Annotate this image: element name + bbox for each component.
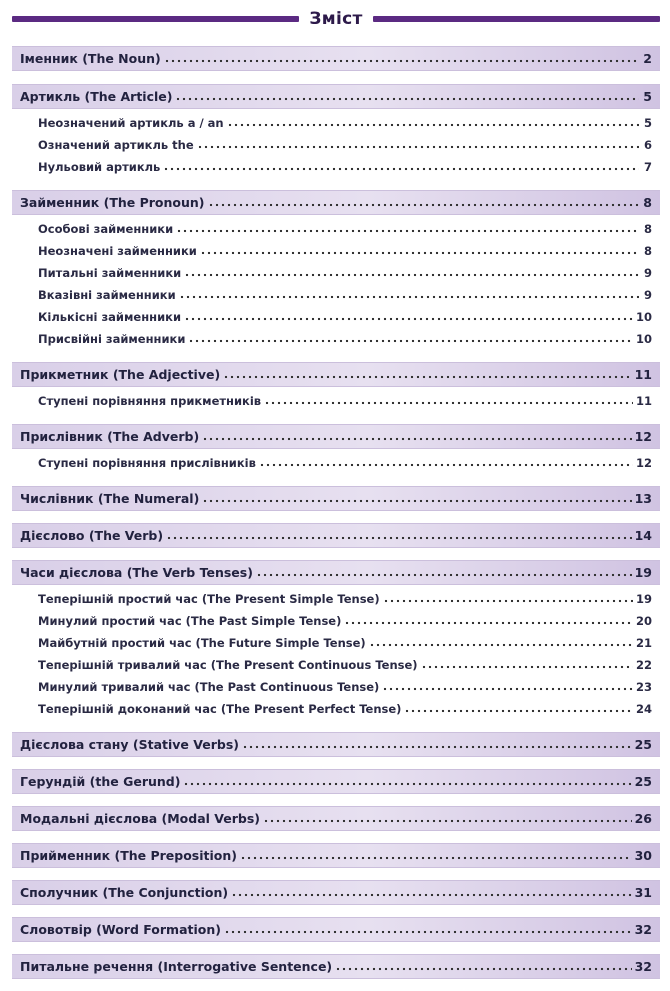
- dot-leader: [382, 683, 633, 695]
- dot-leader: [200, 247, 639, 259]
- toc-section: [12, 806, 660, 831]
- section-page-number: 11: [634, 367, 652, 382]
- toc-subitem[interactable]: [12, 262, 660, 284]
- dot-leader: [183, 778, 631, 790]
- dot-leader: [175, 93, 639, 105]
- subitem-page-number: 6: [643, 138, 652, 152]
- subitem-title: Означений артикль the: [38, 138, 194, 152]
- toc-section: [12, 523, 660, 548]
- dot-leader: [227, 119, 639, 131]
- subitem-title: Неозначений артикль a / an: [38, 116, 224, 130]
- toc-subitem[interactable]: [12, 588, 660, 610]
- subitem-page-number: 11: [635, 394, 652, 408]
- toc-subitems: [12, 112, 660, 178]
- toc-section: [12, 560, 660, 720]
- subitem-page-number: 23: [635, 680, 652, 694]
- section-page-number: 2: [643, 51, 652, 66]
- toc-section: [12, 84, 660, 178]
- subitem-page-number: 21: [635, 636, 652, 650]
- toc-section: [12, 46, 660, 71]
- section-title: Сполучник (The Conjunction): [20, 885, 229, 900]
- toc-section-heading[interactable]: [12, 843, 660, 868]
- title-rule-left: [12, 16, 299, 22]
- subitem-title: Минулий тривалий час (The Past Continuous Tense): [38, 680, 380, 694]
- dot-leader: [256, 569, 632, 581]
- toc-section: [12, 362, 660, 412]
- toc-section: [12, 486, 660, 511]
- toc-section-heading[interactable]: [12, 84, 660, 109]
- dot-leader: [179, 291, 639, 303]
- subitem-page-number: 9: [643, 266, 652, 280]
- subitem-title: Питальні займенники: [38, 266, 182, 280]
- section-title: Питальне речення (Interrogative Sentence): [20, 959, 333, 974]
- dot-leader: [208, 199, 639, 211]
- section-title: Числівник (The Numeral): [20, 491, 200, 506]
- subitem-page-number: 24: [635, 702, 652, 716]
- section-page-number: 26: [634, 811, 652, 826]
- subitem-page-number: 8: [643, 222, 652, 236]
- toc-subitem[interactable]: [12, 240, 660, 262]
- toc-section: [12, 843, 660, 868]
- section-title: Дієслова стану (Stative Verbs): [20, 737, 240, 752]
- section-title: Іменник (The Noun): [20, 51, 161, 66]
- subitem-title: Особові займенники: [38, 222, 174, 236]
- toc-subitem[interactable]: [12, 654, 660, 676]
- dot-leader: [242, 741, 632, 753]
- subitem-page-number: 19: [635, 592, 652, 606]
- subitem-page-number: 20: [635, 614, 652, 628]
- dot-leader: [383, 595, 633, 607]
- section-page-number: 14: [634, 528, 652, 543]
- dot-leader: [344, 617, 633, 629]
- toc-subitems: [12, 218, 660, 350]
- subitem-title: Ступені порівняння прислівників: [38, 456, 256, 470]
- dot-leader: [184, 313, 633, 325]
- subitem-page-number: 7: [643, 160, 652, 174]
- dot-leader: [184, 269, 639, 281]
- dot-leader: [166, 532, 632, 544]
- section-page-number: 32: [634, 922, 652, 937]
- toc-subitem[interactable]: [12, 698, 660, 720]
- toc-section-heading[interactable]: [12, 917, 660, 942]
- section-title: Займенник (The Pronoun): [20, 195, 205, 210]
- title-bar: [12, 6, 660, 32]
- toc-section: [12, 880, 660, 905]
- dot-leader: [224, 926, 632, 938]
- dot-leader: [335, 963, 631, 975]
- subitem-page-number: 12: [635, 456, 652, 470]
- toc-subitem[interactable]: [12, 218, 660, 240]
- dot-leader: [369, 639, 633, 651]
- dot-leader: [231, 889, 632, 901]
- toc-subitem[interactable]: [12, 390, 660, 412]
- section-title: Прийменник (The Preposition): [20, 848, 237, 863]
- section-page-number: 13: [634, 491, 652, 506]
- section-title: Прикметник (The Adjective): [20, 367, 221, 382]
- toc-section-heading[interactable]: [12, 46, 660, 71]
- toc-section: [12, 917, 660, 942]
- subitem-title: Теперішній простий час (The Present Simple Tense): [38, 592, 380, 606]
- section-title: Артикль (The Article): [20, 89, 173, 104]
- subitem-title: Нульовий артикль: [38, 160, 161, 174]
- section-page-number: 30: [634, 848, 652, 863]
- section-page-number: 31: [634, 885, 652, 900]
- subitem-title: Неозначені займенники: [38, 244, 197, 258]
- section-title: Прислівник (The Adverb): [20, 429, 200, 444]
- dot-leader: [263, 815, 632, 827]
- toc-subitem[interactable]: [12, 284, 660, 306]
- dot-leader: [240, 852, 632, 864]
- toc-subitem[interactable]: [12, 610, 660, 632]
- section-title: Словотвір (Word Formation): [20, 922, 221, 937]
- toc-subitems: [12, 588, 660, 720]
- subitem-title: Кількісні займенники: [38, 310, 182, 324]
- subitem-title: Теперішній тривалий час (The Present Continuous Tense): [38, 658, 418, 672]
- dot-leader: [163, 163, 639, 175]
- title-rule-right: [373, 16, 660, 22]
- subitem-title: Вказівні займенники: [38, 288, 176, 302]
- toc-subitem[interactable]: [12, 676, 660, 698]
- toc-section-heading[interactable]: [12, 523, 660, 548]
- section-page-number: 5: [643, 89, 652, 104]
- subitem-page-number: 5: [643, 116, 652, 130]
- subitem-page-number: 22: [635, 658, 652, 672]
- section-page-number: 25: [634, 737, 652, 752]
- toc-section-heading[interactable]: [12, 560, 660, 585]
- toc-section: [12, 732, 660, 757]
- toc-section-heading[interactable]: [12, 769, 660, 794]
- dot-leader: [188, 335, 633, 347]
- subitem-title: Минулий простий час (The Past Simple Tense): [38, 614, 342, 628]
- section-page-number: 25: [634, 774, 652, 789]
- toc-subitems: [12, 390, 660, 412]
- toc-subitem[interactable]: [12, 112, 660, 134]
- section-page-number: 8: [643, 195, 652, 210]
- subitem-title: Ступені порівняння прикметників: [38, 394, 262, 408]
- subitem-title: Присвійні займенники: [38, 332, 186, 346]
- section-page-number: 12: [634, 429, 652, 444]
- toc-section-heading[interactable]: [12, 362, 660, 387]
- subitem-page-number: 8: [643, 244, 652, 258]
- dot-leader: [202, 495, 631, 507]
- dot-leader: [264, 397, 633, 409]
- subitem-page-number: 10: [635, 332, 652, 346]
- page-title: Зміст: [309, 9, 363, 29]
- dot-leader: [202, 433, 631, 445]
- toc-subitem[interactable]: [12, 632, 660, 654]
- dot-leader: [421, 661, 633, 673]
- section-title: Часи дієслова (The Verb Tenses): [20, 565, 253, 580]
- toc-section: [12, 190, 660, 350]
- toc-section-heading[interactable]: [12, 880, 660, 905]
- dot-leader: [223, 371, 631, 383]
- toc-section-heading[interactable]: [12, 486, 660, 511]
- toc-section: [12, 424, 660, 474]
- toc-section-heading[interactable]: [12, 954, 660, 979]
- dot-leader: [197, 141, 639, 153]
- subitem-page-number: 9: [643, 288, 652, 302]
- toc-subitems: [12, 452, 660, 474]
- section-page-number: 32: [634, 959, 652, 974]
- section-title: Модальні дієслова (Modal Verbs): [20, 811, 261, 826]
- section-title: Герундій (the Gerund): [20, 774, 181, 789]
- toc-section: [12, 769, 660, 794]
- section-title: Дієслово (The Verb): [20, 528, 164, 543]
- toc-subitem[interactable]: [12, 134, 660, 156]
- dot-leader: [164, 55, 639, 67]
- subitem-title: Теперішній доконаний час (The Present Perfect Tense): [38, 702, 402, 716]
- toc-section-heading[interactable]: [12, 424, 660, 449]
- toc-section: [12, 954, 660, 979]
- toc-section-heading[interactable]: [12, 806, 660, 831]
- toc-section-heading[interactable]: [12, 732, 660, 757]
- subitem-page-number: 10: [635, 310, 652, 324]
- section-page-number: 19: [634, 565, 652, 580]
- subitem-title: Майбутній простий час (The Future Simple Tense): [38, 636, 366, 650]
- toc-subitem[interactable]: [12, 156, 660, 178]
- toc-section-heading[interactable]: [12, 190, 660, 215]
- dot-leader: [176, 225, 639, 237]
- dot-leader: [404, 705, 633, 717]
- toc-subitem[interactable]: [12, 452, 660, 474]
- dot-leader: [259, 459, 633, 471]
- toc-subitem[interactable]: [12, 306, 660, 328]
- toc-subitem[interactable]: [12, 328, 660, 350]
- table-of-contents: [12, 46, 660, 991]
